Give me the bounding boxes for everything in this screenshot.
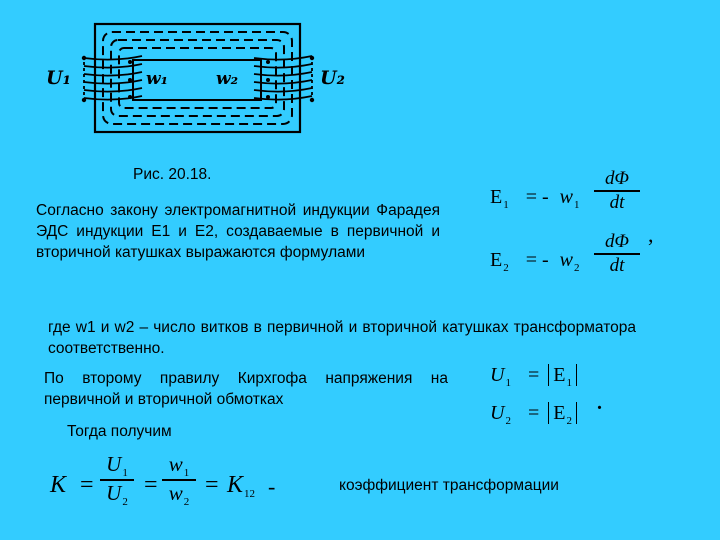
w1-subscript: 1 bbox=[183, 467, 190, 479]
label-u1: U₁ bbox=[46, 67, 71, 89]
label-u2: U₂ bbox=[320, 67, 345, 89]
equals-sign: = bbox=[80, 472, 94, 498]
label-w1: w₁ bbox=[146, 69, 169, 89]
u-symbol: U bbox=[490, 402, 505, 424]
k12-subscript: 12 bbox=[244, 488, 256, 500]
paragraph-then: Тогда получим bbox=[67, 423, 172, 440]
equals-sign: = bbox=[144, 472, 158, 498]
equals-minus: = - bbox=[525, 186, 549, 208]
u2-subscript: 2 bbox=[122, 495, 128, 508]
dphi-numerator: dΦ bbox=[605, 231, 629, 252]
u-symbol: U bbox=[490, 364, 505, 386]
k-symbol: K bbox=[227, 472, 244, 498]
paragraph-kirchhoff: По второму правилу Кирхгофа напряжения на первичной и вторичной обмотках bbox=[44, 370, 448, 408]
e2-symbol: Ε bbox=[490, 249, 503, 271]
formula-dot: . bbox=[597, 392, 602, 414]
u2-subscript: 2 bbox=[505, 415, 511, 427]
e-symbol: Ε bbox=[553, 402, 566, 424]
w2-subscript: 2 bbox=[183, 495, 190, 508]
u1-subscript: 1 bbox=[505, 377, 511, 389]
equals-minus: = - bbox=[525, 249, 549, 271]
formula-dash: - bbox=[268, 474, 276, 499]
e1-subscript: 1 bbox=[503, 199, 509, 211]
u-symbol: U bbox=[106, 480, 122, 505]
w2-subscript: 2 bbox=[574, 262, 580, 274]
e-symbol: Ε bbox=[553, 364, 566, 386]
formula-comma: , bbox=[648, 222, 654, 247]
label-w2: w₂ bbox=[216, 69, 239, 89]
transformation-coefficient-label: коэффициент трансформации bbox=[339, 477, 559, 494]
equals-sign: = bbox=[527, 402, 540, 424]
e1-subscript: 1 bbox=[566, 377, 572, 389]
w1-subscript: 1 bbox=[574, 199, 580, 211]
dt-denominator: dt bbox=[609, 191, 625, 213]
k-symbol: K bbox=[50, 472, 67, 498]
e1-symbol: Ε bbox=[490, 186, 503, 208]
paragraph-turns: где w1 и w2 – число витков в первичной и вторичной катушках трансформатора соответственно. bbox=[48, 319, 636, 357]
w-symbol: w bbox=[168, 480, 183, 505]
w-symbol: w bbox=[559, 186, 574, 208]
dt-denominator: dt bbox=[609, 254, 625, 276]
e2-subscript: 2 bbox=[566, 415, 572, 427]
transformer-diagram bbox=[40, 18, 360, 148]
e2-subscript: 2 bbox=[503, 262, 509, 274]
w-symbol: w bbox=[168, 452, 183, 476]
dphi-numerator: dΦ bbox=[605, 168, 629, 189]
w-symbol: w bbox=[559, 249, 574, 271]
u1-subscript: 1 bbox=[122, 467, 128, 479]
paragraph-faraday: Согласно закону электромагнитной индукции Фарадея ЭДС индукции Е1 и Е2, создаваемые в первичной и вторичной катушках выражаются формулами bbox=[36, 202, 440, 261]
u-symbol: U bbox=[106, 452, 122, 476]
figure-caption: Рис. 20.18. bbox=[133, 166, 212, 183]
equals-sign: = bbox=[205, 472, 219, 498]
equals-sign: = bbox=[527, 364, 540, 386]
